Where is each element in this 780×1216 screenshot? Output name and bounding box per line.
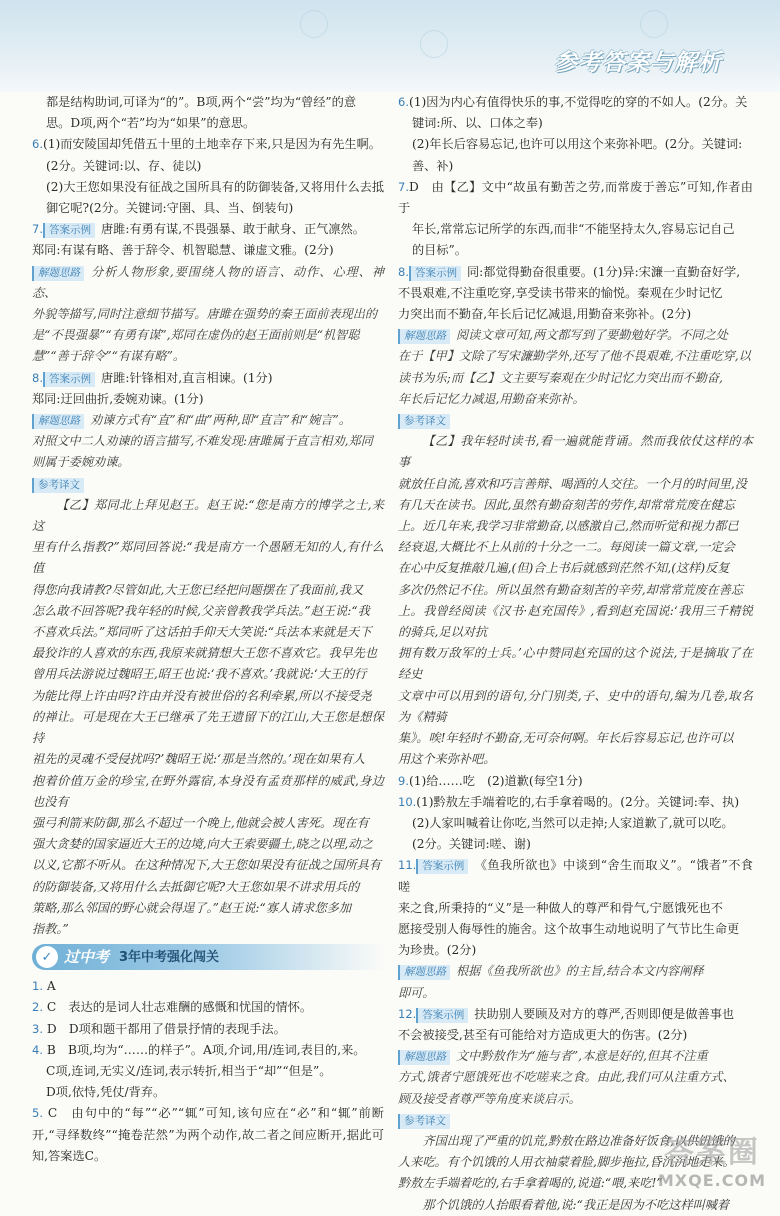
watermark-logo: 答案圈 [663, 1135, 760, 1170]
text-line: 为能比得上许由吗?许由并没有被世俗的名利牵累,所以不接受尧 [32, 688, 372, 703]
text-line: 扶助别人要顾及对方的尊严,否则即便是做善事也 [474, 1006, 735, 1021]
text-line: 曾用兵法游说过魏昭王,昭王也说:‘我不喜欢。’我就说:‘大王的行 [32, 667, 367, 682]
text-line: (2分。关键词:以、存、徒以) [46, 158, 202, 173]
text-line: 怎么敢不回答呢?我年轻的时候,父亲曾教我学兵法。”赵王说:“我 [32, 603, 370, 618]
thinking-tag: 解题思路 [398, 1050, 450, 1065]
question-9 [398, 771, 753, 792]
text-line: 分析人物形象,要围绕人物的语言、动作、心理、神态、 [32, 264, 384, 300]
text-line: 不会被接受,甚至有可能给对方造成更大的伤害。(2分) [398, 1027, 688, 1042]
text-line: 有几天在读书。因此,虽然有勤奋刻苦的劳作,却常常荒废在健忘 [398, 497, 735, 512]
translation-tag: 参考译文 [32, 478, 84, 493]
text-line: 拥有数万敌军的士兵。’心中赞同赵充国的这个说法,于是摘取了在经史 [398, 646, 753, 682]
watermark [658, 1127, 766, 1190]
text-line: 齐国出现了严重的饥荒,黔敖在路边准备好饭食,以供饥饿的 [422, 1133, 735, 1148]
text-line: 郑同:迂回曲折,委婉劝谏。(1分) [32, 391, 204, 406]
text-line: D项,依恃,凭仗/背弃。 [46, 1085, 166, 1100]
text-line: 年长,常常忘记所学的东西,而非“不能坚持太久,容易忘记自己 [412, 222, 735, 237]
text-line: 是“不畏强暴”“有勇有谋”,郑同在虚伪的赵王面前则是“机智聪 [32, 328, 360, 343]
text-line: 在于【甲】文除了写宋濂勤学外,还写了他不畏艰难,不注重吃穿,以 [398, 349, 751, 364]
text-line: (1)而安陵国却凭借五十里的土地幸存下来,只是因为有先生啊。 [42, 137, 381, 152]
text-line: 根据《鱼我所欲也》的主旨,结合本文内容阐释 [456, 964, 704, 979]
section-title: 过中考 [64, 947, 110, 966]
text-line: 以义,它都不听从。在这种情况下,大王您如果没有征战之国所具有 [32, 858, 381, 873]
text-line: 对照文中二人劝谏的语言描写,不难发现:唐雎属于直言相劝,郑同 [32, 434, 373, 449]
text-line: 慧”“善于辞令”“有谋有略”。 [32, 349, 186, 364]
text-line: 同:都觉得勤奋很重要。(1分)异:宋濂一直勤奋好学, [466, 264, 741, 279]
question-number: 6. [32, 137, 43, 152]
question-number: 7. [398, 179, 409, 194]
question-number: 4. [32, 1042, 43, 1057]
text-line: 指教。” [32, 921, 69, 936]
question-number: 11. [398, 858, 417, 873]
text-line: A [46, 979, 56, 994]
answer-tag: 答案示例 [416, 1008, 468, 1023]
text-line: C 由句中的“每”“必”“辄”可知,该句应在“必”和“辄”前断开,“寻绎数终”“掩卷茫然”为两个动作,故二者之间应断开,据此可知,答案选C。 [32, 1106, 384, 1163]
text-line: 的目标”。 [412, 243, 467, 258]
text-line: 就放任自流,喜欢和巧言善辩、喝酒的人交往。一个月的时间里,没 [398, 476, 747, 491]
text-line: 《鱼我所欲也》中谈到“舍生而取义”。“饿者”不食嗟 [398, 858, 753, 894]
question-number: 8. [32, 370, 43, 385]
text-line: (1)给……吃 (2)道歉(每空1分) [408, 773, 583, 788]
text-line: 唐雎:有勇有谋,不畏强暴、敢于献身、正气凛然。 [100, 222, 365, 237]
question-11 [398, 855, 753, 1003]
translation-block [32, 474, 384, 940]
question-6 [32, 134, 384, 219]
text-line: 即可。 [398, 985, 435, 1000]
text-line: 里有什么指教?”郑同回答说:“我是南方一个愚陋无知的人,有什么值 [32, 540, 384, 576]
text-line: 黔敖左手端着吃的,右手拿着喝的,说道:“喂,来吃!” [398, 1176, 663, 1191]
text-line: D D项和题干都用了借景抒情的表现手法。 [46, 1021, 286, 1036]
text-line: 郑同:有谋有略、善于辞令、机智聪慧、谦虚文雅。(2分) [32, 243, 334, 258]
question-7 [32, 219, 384, 367]
text-line: 【乙】我年轻时读书,看一遍就能背诵。然而我依仗这样的本事 [398, 434, 753, 470]
decor-circle-icon [300, 10, 328, 38]
question-number: 7. [32, 222, 43, 237]
text-line: C项,连词,无实义/连词,表示转折,相当于“却”“但是”。 [46, 1063, 332, 1078]
translation-block-right [398, 410, 753, 770]
text-line: 善、补) [412, 158, 454, 173]
text-line: 文中黔敖作为“施与者”,本意是好的,但其不注重 [456, 1049, 708, 1064]
checkmark-icon: ✓ [36, 946, 58, 968]
text-line: 上。近几年来,我学习非常勤奋,以感激自己,然而听觉和视力都已 [398, 519, 739, 534]
text-line: 强大贪婪的国家逼近大王的边境,向大王索要疆土,晓之以理,动之 [32, 837, 373, 852]
text-line: 用这个来弥补吧。 [398, 752, 496, 767]
section-subtitle: 3年中考强化闯关 [119, 949, 220, 965]
text-line: 顾及接受者尊严等角度来谈启示。 [398, 1091, 581, 1106]
question-number: 3. [32, 1021, 43, 1036]
thinking-tag: 解题思路 [398, 965, 450, 980]
text-line: 键词:所、以、口体之奉) [412, 116, 543, 131]
text-line: 祖先的灵魂不受侵扰吗?’魏昭王说:‘那是当然的。’现在如果有人 [32, 752, 366, 767]
text-line: 强弓利箭来防御,那么不超过一个晚上,他就会被人害死。现在有 [32, 815, 369, 830]
answer-tag: 答案示例 [43, 372, 95, 387]
text-line: (2)大王您如果没有征战之国所具有的防御装备,又将用什么去抵 [46, 179, 385, 194]
text-line: (1)因为内心有值得快乐的事,不觉得吃的穿的不如人。(2分。关 [408, 95, 748, 109]
text-line: 的防御装备,又将用什么去抵御它呢?大王您如果不讲求用兵的 [32, 879, 360, 894]
text-line: 都是结构助词,可译为“的”。B项,两个“尝”均为“曾经”的意 [46, 95, 357, 109]
question-7-right [398, 177, 753, 262]
answer-list [32, 976, 384, 1167]
question-6-right [398, 92, 753, 177]
text-line: C 表达的是词人壮志难酬的感慨和忧国的情怀。 [46, 1000, 313, 1015]
text-line: 则属于委婉劝谏。 [32, 455, 130, 470]
text-line: 抱着价值万金的珍宝,在野外露宿,本身没有孟贲那样的威武,身边也没有 [32, 773, 384, 809]
text-line: 上。我曾经阅读《汉书·赵充国传》,看到赵充国说:‘我用三千精锐的骑兵,足以对抗 [398, 603, 753, 640]
text-line: (2分。关键词:嗟、谢) [412, 837, 531, 852]
text-line: D 由【乙】文中“故虽有勤苦之劳,而常废于善忘”可知,作者由于 [398, 179, 753, 216]
text-line: 愿接受别人侮辱性的施舍。这个故事生动地说明了气节比生命更 [398, 921, 740, 936]
text-line: 方式,饿者宁愿饿死也不吃嗟来之食。由此,我们可从注重方式、 [398, 1070, 735, 1085]
thinking-tag: 解题思路 [32, 266, 84, 281]
text-line: 人来吃。有个饥饿的人用衣袖蒙着脸,脚步拖拉,昏沉沉地走来。 [398, 1155, 735, 1170]
question-number: 6. [398, 95, 409, 109]
text-line: 不喜欢兵法。”郑同听了这话拍手仰天大笑说:“兵法本来就是天下 [32, 625, 372, 640]
text-line: (2)人家叫喊着让你吃,当然可以走掉;人家道歉了,就可以吃。 [412, 815, 734, 830]
text-line: 经衰退,大概比不上从前的十分之一二。每阅读一篇文章,一定会 [398, 540, 735, 555]
answer-tag: 答案示例 [416, 859, 468, 874]
text-line: 为珍贵。(2分) [398, 943, 477, 958]
text-line: 来之食,所秉持的“义”是一种做人的尊严和骨气,宁愿饿死也不 [398, 900, 723, 915]
translation-tag: 参考译文 [398, 414, 450, 429]
text-line: 唐雎:针锋相对,直言相谏。(1分) [100, 370, 273, 385]
text-line: 集》。唉!年轻时不勤奋,无可奈何啊。年长后容易忘记,也许可以 [398, 731, 734, 746]
text-line: 力突出而不勤奋,年长后记忆减退,用勤奋来弥补。(2分) [398, 307, 692, 322]
thinking-tag: 解题思路 [32, 414, 84, 429]
decor-circle-icon [640, 10, 668, 38]
text-line: (2)年长后容易忘记,也许可以用这个来弥补吧。(2分。关键词: [412, 137, 743, 152]
text-line: B B项,均为“……的样子”。A项,介词,用/连词,表目的,来。 [46, 1042, 366, 1057]
intro-block [32, 92, 384, 134]
text-line: 不畏艰难,不注重吃穿,享受读书带来的愉悦。秦观在少时记忆 [398, 285, 723, 300]
question-number: 10. [398, 794, 417, 809]
text-line: 读书为乐;而【乙】文主要写秦观在少时记忆力突出而不勤奋, [398, 370, 723, 385]
question-number: 12. [398, 1006, 417, 1021]
right-column [398, 92, 753, 1216]
question-12 [398, 1004, 753, 1110]
text-line: 御它呢?(2分。关键词:守圉、具、当、倒装句) [46, 201, 294, 216]
text-line: 年长后记忆力减退,用勤奋来弥补。 [398, 391, 585, 406]
question-number: 5. [32, 1106, 43, 1121]
answer-tag: 答案示例 [43, 223, 95, 238]
text-line: 在心中反复推敲几遍,(但)合上书后就感到茫然不知,(这样)反复 [398, 561, 730, 576]
question-number: 9. [398, 773, 409, 788]
text-line: 多次仍然记不住。所以虽然有勤奋刻苦的辛劳,却常常荒废在善忘 [398, 582, 744, 597]
text-line: 最狡诈的人喜欢的东西,我原来就猜想大王您不喜欢它。我早先也 [32, 646, 378, 661]
question-number: 1. [32, 979, 43, 994]
section-banner [32, 944, 384, 970]
thinking-tag: 解题思路 [398, 329, 450, 344]
header-band [0, 0, 780, 92]
text-line: 劝谏方式有“直”和“曲”两种,即“直言”和“婉言”。 [90, 413, 351, 428]
text-line: 策略,那么邻国的野心就会得逞了。”赵王说:“寡人请求您多加 [32, 900, 352, 915]
question-8-right [398, 262, 753, 410]
text-line: 外貌等描写,同时注意细节描写。唐雎在强势的秦王面前表现出的 [32, 307, 378, 322]
text-line: 思。D项,两个“若”均为“如果”的意思。 [46, 116, 256, 131]
question-number: 2. [32, 1000, 43, 1015]
question-10 [398, 792, 753, 856]
translation-tag: 参考译文 [398, 1114, 450, 1129]
decor-circle-icon [420, 30, 448, 58]
text-line: 那个饥饿的人抬眼看着他,说:“我正是因为不吃这样叫喊着 [422, 1197, 730, 1212]
question-8 [32, 368, 384, 474]
page-header-title: 参考答案与解析 [554, 50, 722, 76]
text-line: (1)黔敖左手端着吃的,右手拿着喝的。(2分。关键词:奉、执) [416, 794, 740, 809]
text-line: 的禅让。可是现在大王已继承了先王遗留下的江山,大王您是想保持 [32, 709, 384, 746]
watermark-url: MXQE.COM [657, 1171, 766, 1190]
answer-tag: 答案示例 [409, 266, 461, 281]
question-number: 8. [398, 264, 409, 279]
left-column [32, 92, 384, 1167]
text-line: 阅读文章可知,两文都写到了要勤勉好学。不同之处 [456, 328, 728, 343]
text-line: 得您向我请教?尽管如此,大王您已经把问题摆在了我面前,我又 [32, 582, 364, 597]
text-line: 文章中可以用到的语句,分门别类,子、史中的语句,编为几卷,取名为《精骑 [398, 688, 753, 724]
text-line: 【乙】郑同北上拜见赵王。赵王说:“您是南方的博学之士,来这 [32, 497, 384, 534]
